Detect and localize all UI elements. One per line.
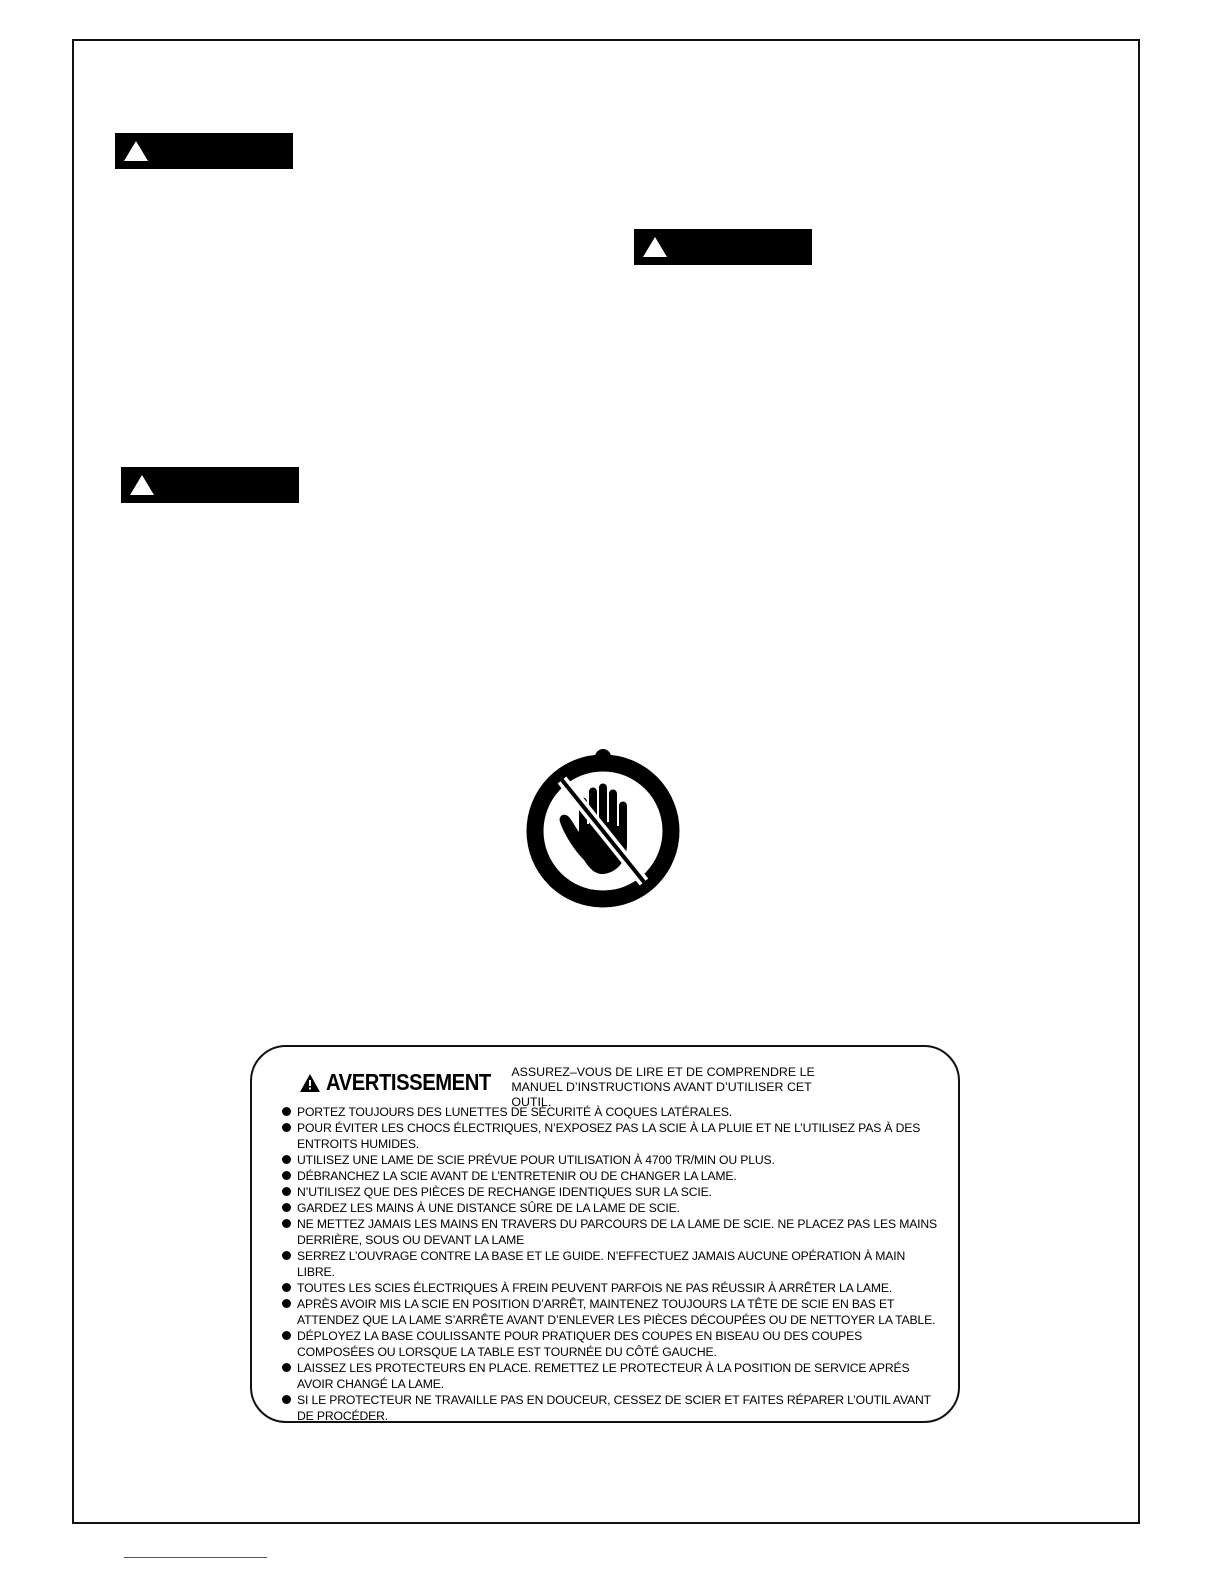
warning-list-text: APRÈS AVOIR MIS LA SCIE EN POSITION D’ARRÊT, MAINTENEZ TOUJOURS LA TÊTE DE SCIE EN BAS ET ATTENDEZ QUE LA LAME S’ARRÊTE AVANT D’ENLEVER LES PIÈCES DÉCOUPÉES OU DE NETTOYER LA TABLE. [297, 1297, 936, 1327]
warning-list-text: TOUTES LES SCIES ÉLECTRIQUES À FREIN PEUVENT PARFOIS NE PAS RÉUSSIR À ARRÊTER LA LAME. [297, 1281, 893, 1295]
warning-list-item [282, 1280, 942, 1296]
footer-rule [124, 1557, 267, 1558]
label-title-group [300, 1069, 513, 1096]
warning-list-text: SERREZ L’OUVRAGE CONTRE LA BASE ET LE GUIDE. N’EFFECTUEZ JAMAIS AUCUNE OPÉRATION À MAIN LIBRE. [297, 1249, 906, 1279]
bullet-icon [282, 1299, 291, 1308]
bullet-icon [282, 1107, 291, 1116]
warning-list-text: LAISSEZ LES PROTECTEURS EN PLACE. REMETTEZ LE PROTECTEUR À LA POSITION DE SERVICE APRÉS AVOIR CHANGÉ LA LAME. [297, 1361, 910, 1391]
warning-list-text: DÉBRANCHEZ LA SCIE AVANT DE L’ENTRETENIR OU DE CHANGER LA LAME. [297, 1169, 737, 1183]
warning-list-item [282, 1248, 942, 1280]
warning-label-card [250, 1045, 960, 1423]
warning-list-item [282, 1184, 942, 1200]
warning-list-item [282, 1296, 942, 1328]
warning-triangle-icon [129, 474, 155, 496]
warning-list-item [282, 1200, 942, 1216]
warning-list-text: SI LE PROTECTEUR NE TRAVAILLE PAS EN DOUCEUR, CESSEZ DE SCIER ET FAITES RÉPARER L’OUTIL AVANT DE PROCÉDER. [297, 1393, 931, 1423]
bullet-icon [282, 1283, 291, 1292]
warning-list-text: POUR ÉVITER LES CHOCS ÉLECTRIQUES, N’EXPOSEZ PAS LA SCIE À LA PLUIE ET NE L’UTILISEZ PAS À DES ENTROITS HUMIDES. [297, 1121, 921, 1151]
warning-list-text: DÉPLOYEZ LA BASE COULISSANTE POUR PRATIQUER DES COUPES EN BISEAU OU DES COUPES COMPOSÉES OU LORSQUE LA TABLE EST TOURNÉE DU CÔTÉ GAUCHE. [297, 1329, 863, 1359]
bullet-icon [282, 1331, 291, 1340]
warning-list [282, 1104, 942, 1424]
bullet-icon [282, 1203, 291, 1212]
warning-list-item [282, 1168, 942, 1184]
warning-bar [634, 229, 812, 265]
warning-triangle-icon [300, 1074, 320, 1092]
warning-list-item [282, 1216, 942, 1248]
bullet-icon [282, 1219, 291, 1228]
label-subtitle: ASSUREZ–VOUS DE LIRE ET DE COMPRENDRE LE MANUEL D’INSTRUCTIONS AVANT D’UTILISER CET OUTIL. [511, 1065, 815, 1109]
bullet-icon [282, 1363, 291, 1372]
warning-list-item [282, 1152, 942, 1168]
no-hands-prohibition-icon [522, 742, 688, 914]
warning-triangle-icon [642, 236, 668, 258]
bullet-icon [282, 1123, 291, 1132]
warning-bar [121, 467, 299, 503]
warning-list-text: GARDEZ LES MAINS À UNE DISTANCE SÛRE DE LA LAME DE SCIE. [297, 1201, 680, 1215]
bullet-icon [282, 1171, 291, 1180]
warning-list-text: N’UTILISEZ QUE DES PIÈCES DE RECHANGE IDENTIQUES SUR LA SCIE. [297, 1185, 712, 1199]
bullet-icon [282, 1395, 291, 1404]
bullet-icon [282, 1251, 291, 1260]
bullet-icon [282, 1187, 291, 1196]
warning-list-item [282, 1120, 942, 1152]
warning-list-item [282, 1392, 942, 1424]
warning-list-item [282, 1328, 942, 1360]
warning-list-text: UTILISEZ UNE LAME DE SCIE PRÉVUE POUR UTILISATION À 4700 TR/MIN OU PLUS. [297, 1153, 775, 1167]
warning-bar [115, 133, 293, 169]
warning-list-text: PORTEZ TOUJOURS DES LUNETTES DE SÉCURITÉ À COQUES LATÉRALES. [297, 1105, 733, 1119]
warning-list-item [282, 1360, 942, 1392]
warning-list-text: NE METTEZ JAMAIS LES MAINS EN TRAVERS DU PARCOURS DE LA LAME DE SCIE. NE PLACEZ PAS LES MAINS DERRIÈRE, SOUS OU DEVANT LA LAME [297, 1217, 938, 1247]
warning-triangle-icon [123, 140, 149, 162]
warning-list-item [282, 1104, 942, 1120]
label-title: AVERTISSEMENT [326, 1069, 491, 1095]
bullet-icon [282, 1155, 291, 1164]
